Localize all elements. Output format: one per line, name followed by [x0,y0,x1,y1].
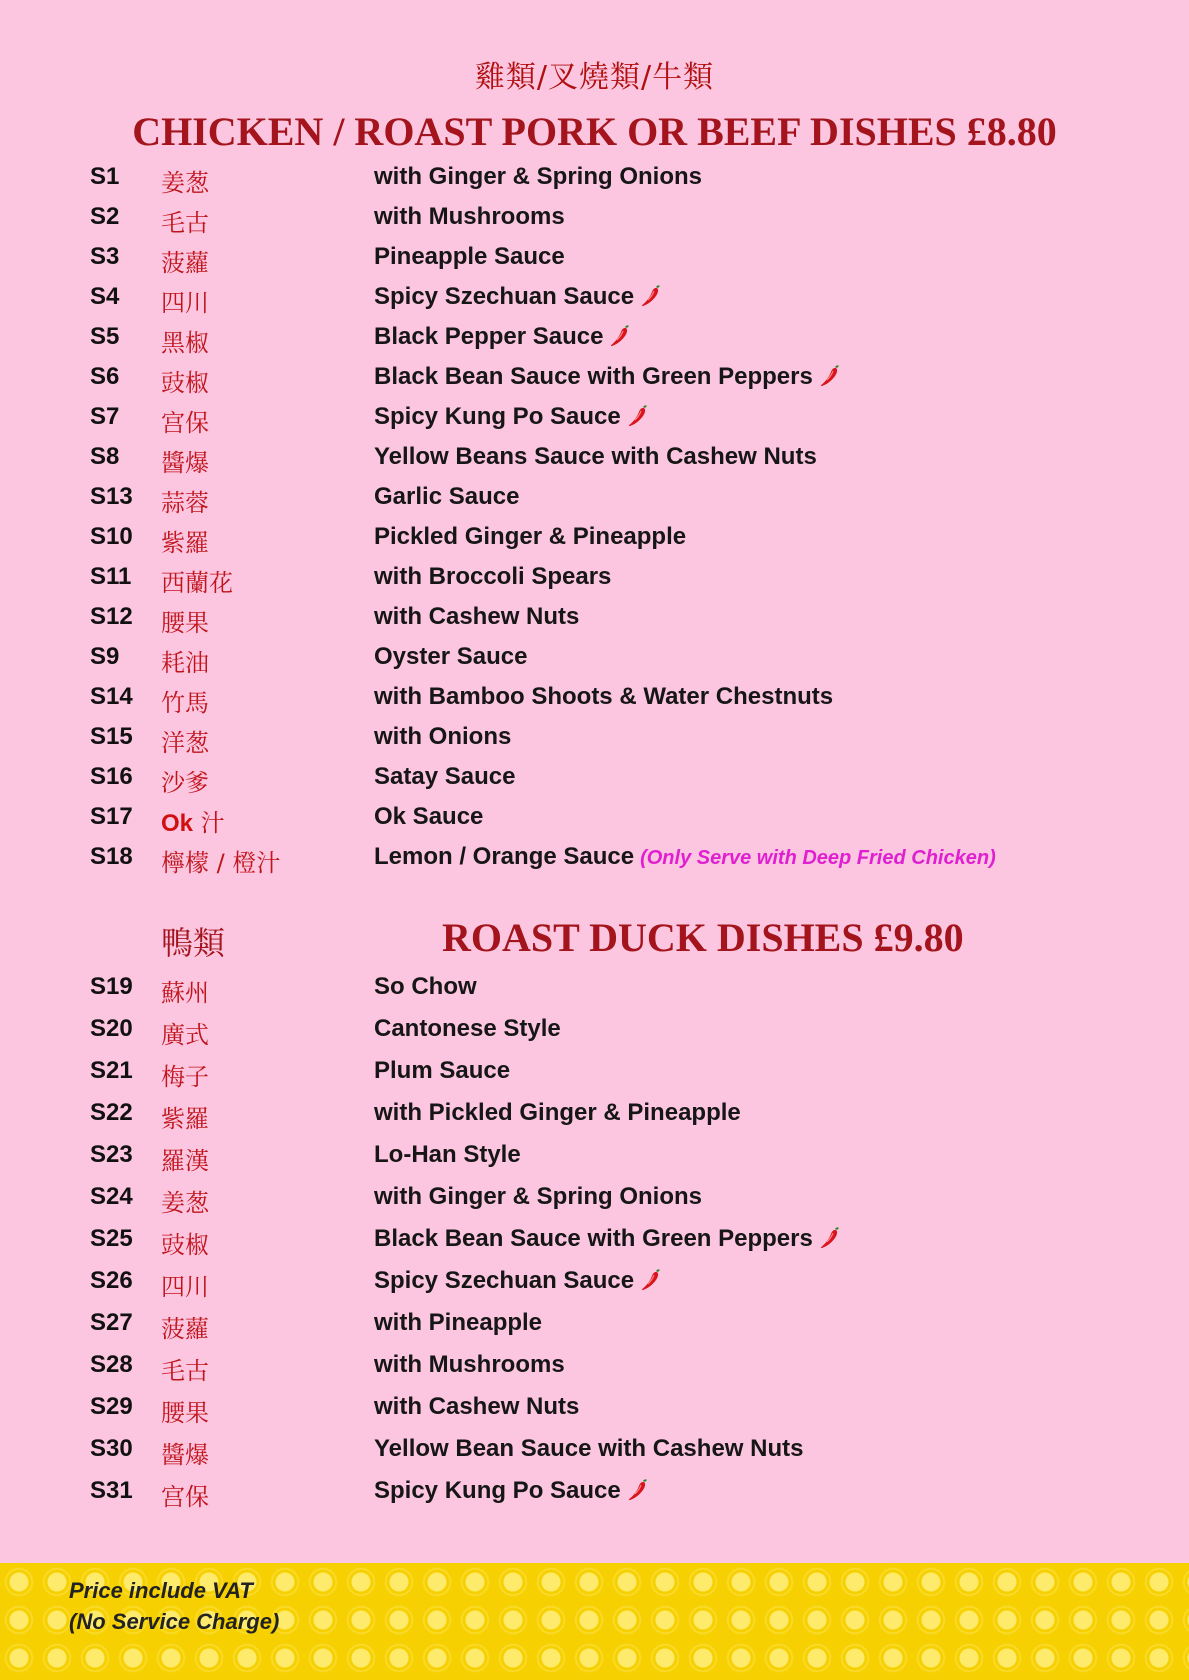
chili-pepper-icon [640,1268,662,1292]
item-description-text: with Cashew Nuts [374,1393,580,1420]
menu-item [0,323,1189,363]
item-chinese-text: 西蘭花 [161,569,233,597]
menu-item [0,973,1189,1013]
item-code: S26 [90,1267,133,1294]
item-code: S15 [90,723,133,750]
item-code: S7 [90,403,120,430]
item-chinese-name [161,803,225,838]
item-description [374,1435,803,1463]
item-description [374,563,611,591]
item-description-text: with Cashew Nuts [374,603,580,630]
item-chinese-name [161,1477,209,1512]
item-description-text: Cantonese Style [374,1015,561,1042]
item-code: S8 [90,443,120,470]
item-description-text: Pineapple Sauce [374,243,565,270]
item-code: S18 [90,843,133,870]
menu-item [0,1393,1189,1433]
vat-note: Price include VAT [69,1578,253,1603]
item-chinese-name [161,563,233,598]
item-chinese-text: 梅子 [161,1063,209,1091]
item-description-text: with Mushrooms [374,203,565,230]
item-description-text: with Ginger & Spring Onions [374,1183,702,1210]
item-chinese-name [161,1225,209,1260]
item-code: S1 [90,163,120,190]
item-code: S19 [90,973,133,1000]
item-code: S17 [90,803,133,830]
item-code: S12 [90,603,133,630]
item-chinese-text: 豉椒 [161,369,209,397]
item-description [374,283,662,311]
item-description [374,1141,521,1169]
item-chinese-name [161,523,209,558]
menu-item [0,1309,1189,1349]
item-code: S30 [90,1435,133,1462]
chili-pepper-icon [819,1226,841,1250]
menu-item [0,1351,1189,1391]
item-chinese-text: 廣式 [161,1021,209,1049]
item-chinese-text: 竹馬 [161,689,209,717]
item-description [374,973,477,1001]
item-chinese-text: 檸檬 / 橙汁 [161,849,281,877]
item-description-text: with Bamboo Shoots & Water Chestnuts [374,683,834,710]
menu-item [0,243,1189,283]
item-code: S25 [90,1225,133,1252]
menu-item [0,763,1189,803]
item-description [374,443,817,471]
item-description-text: with Ginger & Spring Onions [374,163,702,190]
chili-pepper-icon [609,324,631,348]
menu-item [0,443,1189,483]
menu-item [0,523,1189,563]
menu-item [0,1183,1189,1223]
item-description [374,163,702,191]
item-description-text: Black Bean Sauce with Green Peppers [374,1225,813,1252]
item-chinese-name [161,1099,209,1134]
item-description-text: Black Pepper Sauce [374,323,604,350]
item-code: S10 [90,523,133,550]
menu-item [0,163,1189,203]
item-description [374,403,649,431]
item-chinese-name [161,1141,209,1176]
item-chinese-text: 醬爆 [161,1441,209,1469]
item-chinese-name [161,203,209,238]
item-description [374,603,579,631]
item-chinese-name [161,723,209,758]
item-chinese-text: 沙爹 [161,769,209,797]
item-chinese-name [161,1183,209,1218]
chili-pepper-icon [640,284,662,308]
menu-item [0,1141,1189,1181]
item-chinese-name [161,603,209,638]
item-chinese-text: 四川 [161,1273,209,1301]
menu-item [0,483,1189,523]
item-description-text: Ok Sauce [374,803,484,830]
chili-pepper-icon [627,1478,649,1502]
item-description [374,643,527,671]
item-chinese-text: 洋葱 [161,729,209,757]
item-description-text: Oyster Sauce [374,643,528,670]
menu-item [0,843,1189,883]
menu-item [0,1477,1189,1517]
item-description-text: Spicy Kung Po Sauce [374,403,621,430]
chinese-section-title: 雞類/叉燒類/牛類 [474,60,715,95]
item-code: S24 [90,1183,133,1210]
menu-item [0,563,1189,603]
item-description [374,1183,702,1211]
item-description-text: Black Bean Sauce with Green Peppers [374,363,813,390]
item-description [374,323,631,351]
item-chinese-name [161,1057,209,1092]
item-code: S11 [90,563,132,590]
item-description [374,723,511,751]
item-description [374,1057,510,1085]
item-description-text: with Pineapple [374,1309,543,1336]
item-chinese-name [161,1435,209,1470]
menu-item [0,723,1189,763]
menu-item [0,1057,1189,1097]
menu-item [0,1099,1189,1139]
item-code: S31 [90,1477,133,1504]
item-chinese-name [161,243,209,278]
item-chinese-text: 羅漢 [161,1147,209,1175]
item-code: S22 [90,1099,133,1126]
item-description-text: with Onions [374,723,512,750]
item-code: S23 [90,1141,133,1168]
item-code: S21 [90,1057,133,1084]
item-description [374,363,841,391]
item-code: S4 [90,283,120,310]
item-chinese-text: 蘇州 [161,979,209,1007]
item-chinese-text: 宫保 [161,409,209,437]
item-description-text: Yellow Beans Sauce with Cashew Nuts [374,443,817,470]
item-chinese-name [161,283,209,318]
item-description-text: with Pickled Ginger & Pineapple [374,1099,741,1126]
item-description [374,803,483,831]
item-chinese-name [161,843,280,878]
item-chinese-text: 四川 [161,289,209,317]
menu-item [0,363,1189,403]
menu-item [0,403,1189,443]
item-description [374,1351,565,1379]
item-description-text: Plum Sauce [374,1057,511,1084]
item-description-text: Lemon / Orange Sauce [374,843,635,870]
item-description-text: Yellow Bean Sauce with Cashew Nuts [374,1435,804,1462]
item-chinese-name [161,1015,209,1050]
item-description [374,1309,542,1337]
item-chinese-text: 腰果 [161,609,209,637]
item-description [374,523,686,551]
item-description [374,1225,841,1253]
item-code: S2 [90,203,120,230]
menu-item [0,603,1189,643]
menu-item [0,1435,1189,1475]
item-chinese-name [161,1309,209,1344]
item-description-text: Garlic Sauce [374,483,520,510]
chicken-section-title: CHICKEN / ROAST PORK OR BEEF DISHES £8.80 [132,109,1057,154]
item-description [374,483,519,511]
item-description [374,203,565,231]
item-code: S14 [90,683,133,710]
item-chinese-text: 毛古 [161,209,209,237]
item-code: S20 [90,1015,133,1042]
item-chinese-name [161,683,209,718]
item-chinese-text: 醬爆 [161,449,209,477]
item-description [374,1015,561,1043]
item-code: S27 [90,1309,133,1336]
item-description-text: with Broccoli Spears [374,563,612,590]
item-chinese-name [161,1267,209,1302]
item-description-text: Spicy Kung Po Sauce [374,1477,621,1504]
item-code: S29 [90,1393,133,1420]
item-description [374,763,515,791]
item-chinese-text: 紫羅 [161,1105,209,1133]
item-description-text: Satay Sauce [374,763,516,790]
menu-item [0,1015,1189,1055]
item-chinese-text: 宫保 [161,1483,209,1511]
item-description [374,683,833,711]
item-chinese-name [161,483,209,518]
item-chinese-text: 毛古 [161,1357,209,1385]
chinese-duck-title: 鴨類 [161,924,226,962]
item-chinese-name [161,163,209,198]
item-code: S3 [90,243,120,270]
item-chinese-text: 菠蘿 [161,1315,209,1343]
item-chinese-text: 腰果 [161,1399,209,1427]
item-description-text: with Mushrooms [374,1351,565,1378]
item-code: S5 [90,323,120,350]
item-description-text: Spicy Szechuan Sauce [374,1267,635,1294]
menu-item [0,803,1189,843]
item-description [374,1267,662,1295]
item-chinese-text: 耗油 [161,649,209,677]
item-note: (Only Serve with Deep Fried Chicken) [640,847,996,869]
item-code: S13 [90,483,133,510]
menu-item [0,203,1189,243]
item-chinese-text: 菠蘿 [161,249,209,277]
item-chinese-name [161,1351,209,1386]
item-description-text: Spicy Szechuan Sauce [374,283,635,310]
chili-pepper-icon [819,364,841,388]
item-code: S16 [90,763,133,790]
menu-item [0,283,1189,323]
menu-item [0,1267,1189,1307]
item-description-text: So Chow [374,973,477,1000]
item-description [374,843,996,871]
menu-item [0,1225,1189,1265]
item-description [374,243,565,271]
item-chinese-name [161,763,209,798]
item-chinese-text: 蒜蓉 [161,489,209,517]
item-description-text: Lo-Han Style [374,1141,521,1168]
item-description [374,1477,649,1505]
item-chinese-text: 姜葱 [161,169,209,197]
item-chinese-text: 姜葱 [161,1189,209,1217]
item-chinese-name [161,1393,209,1428]
item-description [374,1099,741,1127]
duck-section-title: ROAST DUCK DISHES £9.80 [442,915,964,960]
item-code: S28 [90,1351,133,1378]
item-description-text: Pickled Ginger & Pineapple [374,523,687,550]
item-chinese-text: 黑椒 [161,329,209,357]
item-chinese-text: 紫羅 [161,529,209,557]
item-chinese-name [161,403,209,438]
item-chinese-name [161,443,209,478]
item-chinese-name [161,323,209,358]
item-chinese-latin: Ok [161,810,194,837]
menu-item [0,643,1189,683]
item-code: S9 [90,643,120,670]
item-description [374,1393,579,1421]
menu-item [0,683,1189,723]
chili-pepper-icon [627,404,649,428]
item-chinese-name [161,643,209,678]
item-code: S6 [90,363,120,390]
item-chinese-text: 汁 [200,809,225,837]
item-chinese-name [161,363,209,398]
item-chinese-name [161,973,209,1008]
service-charge-note: (No Service Charge) [69,1609,280,1634]
item-chinese-text: 豉椒 [161,1231,209,1259]
